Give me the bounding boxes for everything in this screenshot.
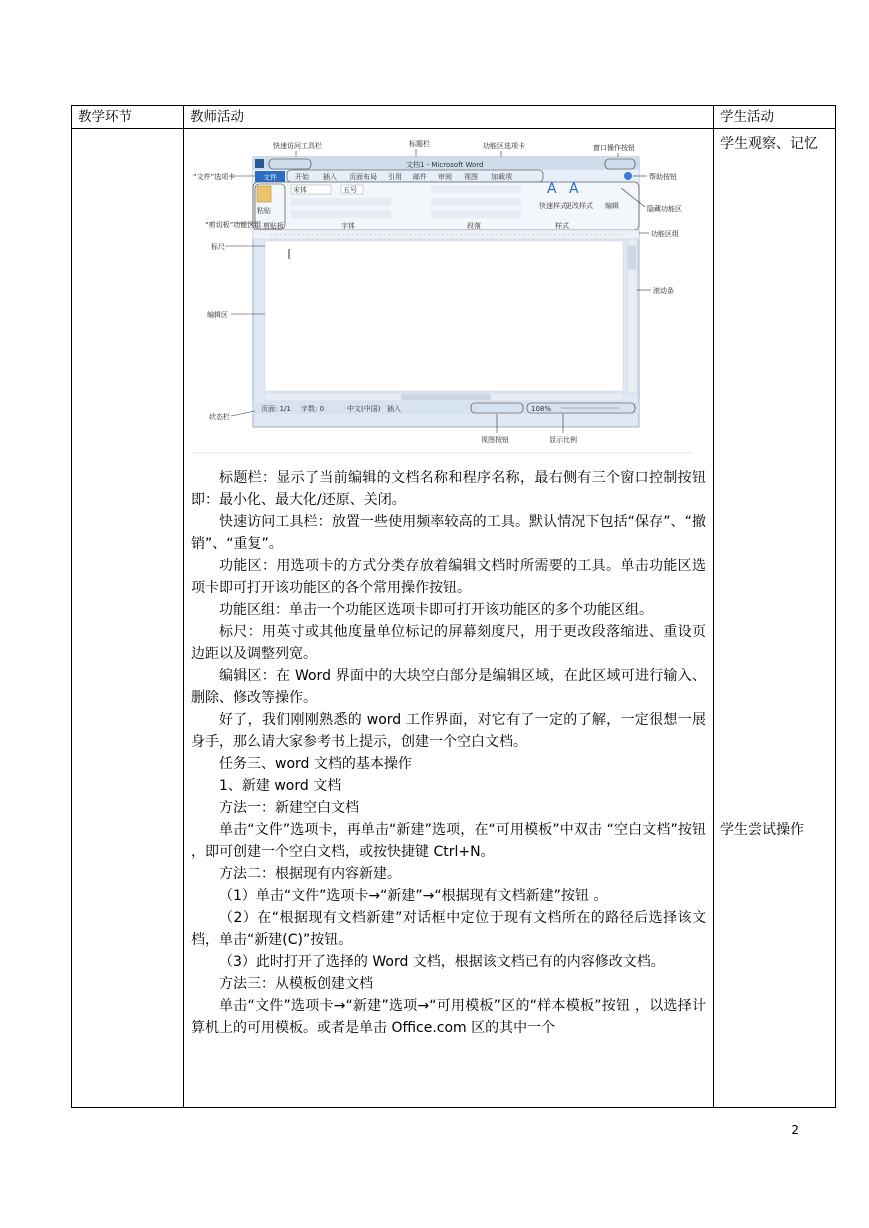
header-teaching-stage: 教学环节 <box>72 106 184 129</box>
label-quick-access: 快速访问工具栏 <box>273 142 322 150</box>
help-icon <box>624 172 632 180</box>
font-size: 五号 <box>343 186 357 194</box>
word-logo-icon <box>255 159 264 168</box>
window-title: 文档1 - Microsoft Word <box>406 161 484 169</box>
ruler <box>253 230 639 239</box>
paragraph: 功能区：用选项卡的方式分类存放着编辑文档时所需要的工具。单击功能区选项卡即可打开该功能区的各个常用操作按钮。 <box>191 558 706 596</box>
label-title-bar: 标题栏 <box>409 140 430 148</box>
change-styles-icon: A <box>569 181 579 197</box>
word-interface-figure <box>191 135 691 457</box>
label-edit-area: 编辑区 <box>207 311 228 319</box>
edit-area <box>265 241 623 391</box>
label-hide-ribbon: 隐藏功能区 <box>647 205 682 213</box>
header-teacher-activity: 教师活动 <box>184 106 714 129</box>
label-ribbon-tabs: 功能区选项卡 <box>483 142 525 150</box>
group-font: 字体 <box>341 222 355 230</box>
paragraph: 功能区组：单击一个功能区选项卡即可打开该功能区的多个功能区组。 <box>219 602 653 618</box>
zoom-value: 108% <box>531 405 552 413</box>
student-activity-try: 学生尝试操作 <box>720 822 804 838</box>
student-activity-cell <box>714 129 836 1108</box>
edit-label: 编辑 <box>605 202 619 210</box>
paragraph: （3）此时打开了选择的 Word 文档，根据该文档已有的内容修改文档。 <box>219 954 665 970</box>
paragraph: 方法二：根据现有内容新建。 <box>219 866 401 882</box>
paragraph: 单击“文件”选项卡，再单击“新建”选项，在“可用模板”中双击 “空白文档”按钮 ，即可创建一个空白文档，或按快捷键 Ctrl+N。 <box>191 822 706 860</box>
paragraph: 单击“文件”选项卡→“新建”选项→“可用模板”区的“样本模板”按钮 ，以选择计算机上的可用模板。或者是单击 Office.com 区的其中一个 <box>191 998 706 1036</box>
tab-file: 文件 <box>263 173 277 182</box>
paragraph: （1）单击“文件”选项卡→“新建”→“根据现有文档新建”按钮 。 <box>219 888 608 904</box>
lesson-table <box>71 105 836 1108</box>
tab-home: 开始 <box>295 173 309 181</box>
label-zoom: 显示比例 <box>549 436 577 444</box>
label-clipboard-group: “剪切板”功能区组 <box>205 221 262 229</box>
quick-styles-icon: A <box>547 181 557 197</box>
status-language: 中文(中国) <box>347 405 381 413</box>
font-name: 宋体 <box>293 186 307 194</box>
label-status-bar: 状态栏 <box>209 413 230 421</box>
status-page: 页面: 1/1 <box>261 405 291 413</box>
group-clipboard: 剪贴板 <box>263 222 284 230</box>
tab-references: 引用 <box>388 173 402 181</box>
teaching-stage-cell <box>72 129 184 1108</box>
label-scrollbar: 滚动条 <box>653 287 674 295</box>
teacher-text <box>191 467 706 1039</box>
label-view-buttons: 视图按钮 <box>481 436 509 444</box>
paragraph: 编辑区：在 Word 界面中的大块空白部分是编辑区域，在此区域可进行输入、删除、修改等操作。 <box>191 668 706 706</box>
paragraph: 好了，我们刚刚熟悉的 word 工作界面，对它有了一定的了解，一定很想一展身手，那么请大家参考书上提示，创建一个空白文档。 <box>191 712 706 750</box>
content-row <box>72 129 836 1108</box>
paste-label: 粘贴 <box>257 207 271 215</box>
page-number: 2 <box>791 1123 799 1137</box>
tab-addins: 加载项 <box>491 173 512 181</box>
style-change: 更改样式 <box>565 202 593 210</box>
paragraph: 快速访问工具栏：放置一些使用频率较高的工具。默认情况下包括“保存”、“撤销”、“重复”。 <box>191 514 706 552</box>
label-ruler: 标尺 <box>211 243 225 251</box>
tab-mailings: 邮件 <box>413 173 427 181</box>
label-ribbon-group: 功能区组 <box>651 230 679 238</box>
paste-icon <box>257 186 271 202</box>
paragraph: 标尺：用英寸或其他度量单位标记的屏幕刻度尺，用于更改段落缩进、重设页边距以及调整列宽。 <box>191 624 706 662</box>
status-insert: 插入 <box>387 405 401 413</box>
group-paragraph: 段落 <box>467 222 481 230</box>
paragraph: （2）在“根据现有文档新建”对话框中定位于现有文档所在的路径后选择该文档，单击“新建(C)”按钮。 <box>191 910 706 948</box>
paragraph: 方法一：新建空白文档 <box>219 800 359 816</box>
student-activity-observe: 学生观察、记忆 <box>720 136 818 152</box>
paragraph: 标题栏：显示了当前编辑的文档名称和程序名称，最右侧有三个窗口控制按钮即：最小化、最大化/还原、关闭。 <box>191 470 706 508</box>
tab-page-layout: 页面布局 <box>349 173 377 181</box>
header-student-activity: 学生活动 <box>714 106 836 129</box>
paragraph: 方法三：从模板创建文档 <box>219 976 373 992</box>
label-window-buttons: 窗口操作按钮 <box>593 144 635 152</box>
label-help-button: 帮助按钮 <box>649 173 677 181</box>
style-quick: 快速样式 <box>539 202 567 210</box>
teacher-activity-cell <box>184 129 714 1108</box>
tab-review: 审阅 <box>438 173 452 181</box>
status-words: 字数: 0 <box>301 405 325 413</box>
tab-insert: 插入 <box>323 173 337 181</box>
group-styles: 样式 <box>555 222 569 230</box>
tab-view: 视图 <box>464 173 478 181</box>
label-file-tab: “文件”选项卡 <box>193 173 236 181</box>
paragraph: 任务三、word 文档的基本操作 <box>219 756 412 772</box>
word-window-diagram <box>191 135 691 457</box>
header-row <box>72 106 836 129</box>
paragraph: 1、新建 word 文档 <box>219 778 342 794</box>
